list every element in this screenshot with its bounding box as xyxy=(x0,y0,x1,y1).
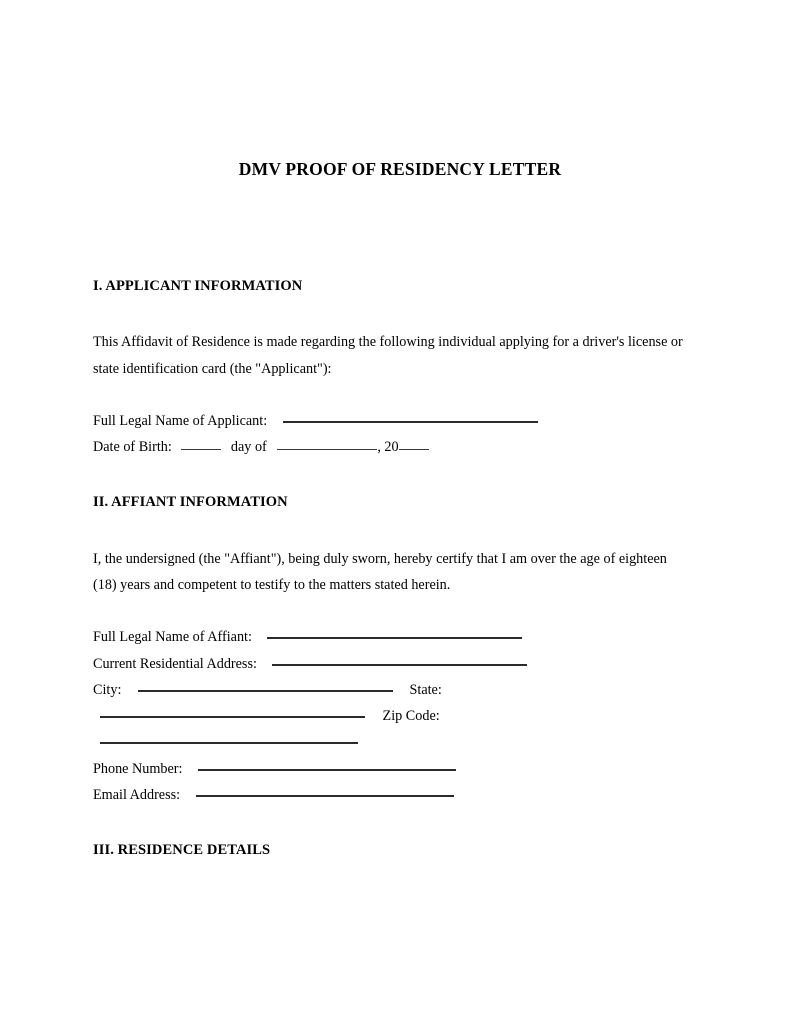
field-label-date-of-birth: Date of Birth: xyxy=(93,439,172,456)
field-blank-applicant-full-name[interactable] xyxy=(283,421,538,423)
spacer xyxy=(93,598,693,624)
field-label-state: State: xyxy=(409,681,442,698)
field-applicant-date-of-birth xyxy=(93,434,693,460)
page-title: DMV PROOF OF RESIDENCY LETTER xyxy=(238,159,562,179)
field-label-current-residential-address: Current Residential Address: xyxy=(93,655,257,672)
affiant-certification-paragraph: I, the undersigned (the "Affiant"), being duly sworn, hereby certify that I am over the age of eighteen (18) years and competent to testify to the matters stated herein. xyxy=(93,550,667,594)
field-applicant-full-name xyxy=(93,408,693,434)
field-blank-zip-code[interactable] xyxy=(100,742,358,744)
field-label-city: City: xyxy=(93,681,122,698)
field-email-address xyxy=(93,782,693,808)
field-blank-dob-year[interactable] xyxy=(399,449,429,450)
field-blank-dob-day[interactable] xyxy=(181,449,221,450)
field-city-line xyxy=(93,677,693,703)
field-zip-line xyxy=(93,729,693,755)
spacer xyxy=(93,382,693,408)
field-label-affiant-full-name: Full Legal Name of Affiant: xyxy=(93,629,252,646)
field-blank-state[interactable] xyxy=(100,716,365,718)
field-label-dob-year-prefix: , 20 xyxy=(377,439,399,456)
spacer xyxy=(93,460,693,494)
spacer xyxy=(93,295,693,329)
applicant-fields xyxy=(93,408,693,461)
spacer xyxy=(93,512,693,546)
field-phone-number xyxy=(93,756,693,782)
field-label-phone-number: Phone Number: xyxy=(93,760,183,777)
field-label-applicant-full-name: Full Legal Name of Applicant: xyxy=(93,412,268,429)
section-heading-residence-details: III. RESIDENCE DETAILS xyxy=(93,842,271,859)
document-body xyxy=(93,278,693,860)
field-current-residential-address xyxy=(93,651,693,677)
field-blank-phone-number[interactable] xyxy=(198,769,456,771)
field-label-zip-code: Zip Code: xyxy=(382,708,440,725)
spacer xyxy=(93,808,693,842)
section-heading-applicant-information: I. APPLICANT INFORMATION xyxy=(93,278,303,294)
affiant-fields xyxy=(93,624,693,808)
field-blank-current-residential-address[interactable] xyxy=(272,664,527,666)
field-blank-city[interactable] xyxy=(138,690,393,692)
field-label-email-address: Email Address: xyxy=(93,786,181,803)
field-blank-affiant-full-name[interactable] xyxy=(267,637,522,639)
field-state-line xyxy=(93,703,693,729)
field-city-state-zip xyxy=(93,677,693,756)
field-blank-dob-month[interactable] xyxy=(277,449,377,450)
field-blank-email-address[interactable] xyxy=(196,795,454,797)
applicant-intro-paragraph: This Affidavit of Residence is made regarding the following individual applying for a driver's license or state identification card (the "Applicant"): xyxy=(93,334,683,377)
field-label-dob-day-of: day of xyxy=(230,439,267,456)
field-affiant-full-name xyxy=(93,624,693,650)
section-heading-affiant-information: II. AFFIANT INFORMATION xyxy=(93,494,288,511)
